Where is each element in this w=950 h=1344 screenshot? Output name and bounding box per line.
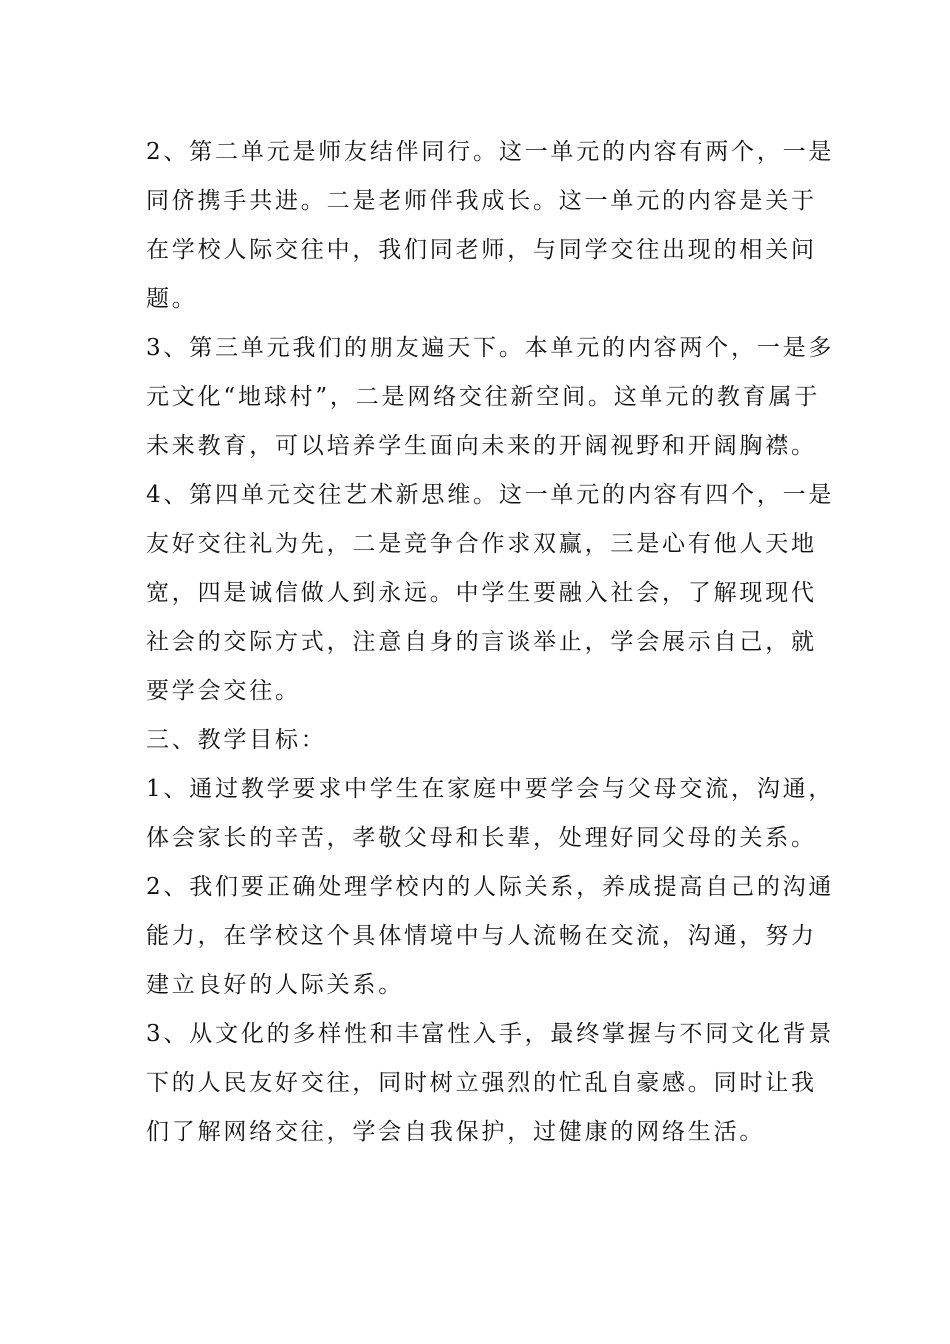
paragraph-unit-two: 2、第二单元是师友结伴同行。这一单元的内容有两个，一是同侪携手共进。二是老师伴我成长。这一单元的内容是关于在学校人际交往中，我们同老师，与同学交往出现的相关问题。 bbox=[146, 139, 835, 312]
paragraph-goal-one: 1、通过教学要求中学生在家庭中要学会与父母交流，沟通，体会家长的辛苦，孝敬父母和长辈，处理好同父母的关系。 bbox=[146, 776, 835, 851]
paragraph-goal-three: 3、从文化的多样性和丰富性入手，最终掌握与不同文化背景下的人民友好交往，同时树立强烈的忙乱自豪感。同时让我们了解网络交往，学会自我保护，过健康的网络生活。 bbox=[146, 1021, 835, 1145]
paragraph-unit-four: 4、第四单元交往艺术新思维。这一单元的内容有四个，一是友好交往礼为先，二是竞争合作求双赢，三是心有他人天地宽，四是诚信做人到永远。中学生要融入社会，了解现现代社会的交际方式，注意自身的言谈举止，学会展示自己，就要学会交往。 bbox=[146, 482, 835, 704]
paragraph-unit-three: 3、第三单元我们的朋友遍天下。本单元的内容两个，一是多元文化“地球村”，二是网络交往新空间。这单元的教育属于未来教育，可以培养学生面向未来的开阔视野和开阔胸襟。 bbox=[146, 335, 835, 459]
section-heading-teaching-goals: 三、教学目标： bbox=[146, 727, 327, 753]
document-body bbox=[146, 128, 836, 1157]
paragraph-goal-two: 2、我们要正确处理学校内的人际关系，养成提高自己的沟通能力，在学校这个具体情境中与人流畅在交流，沟通，努力建立良好的人际关系。 bbox=[146, 874, 835, 998]
